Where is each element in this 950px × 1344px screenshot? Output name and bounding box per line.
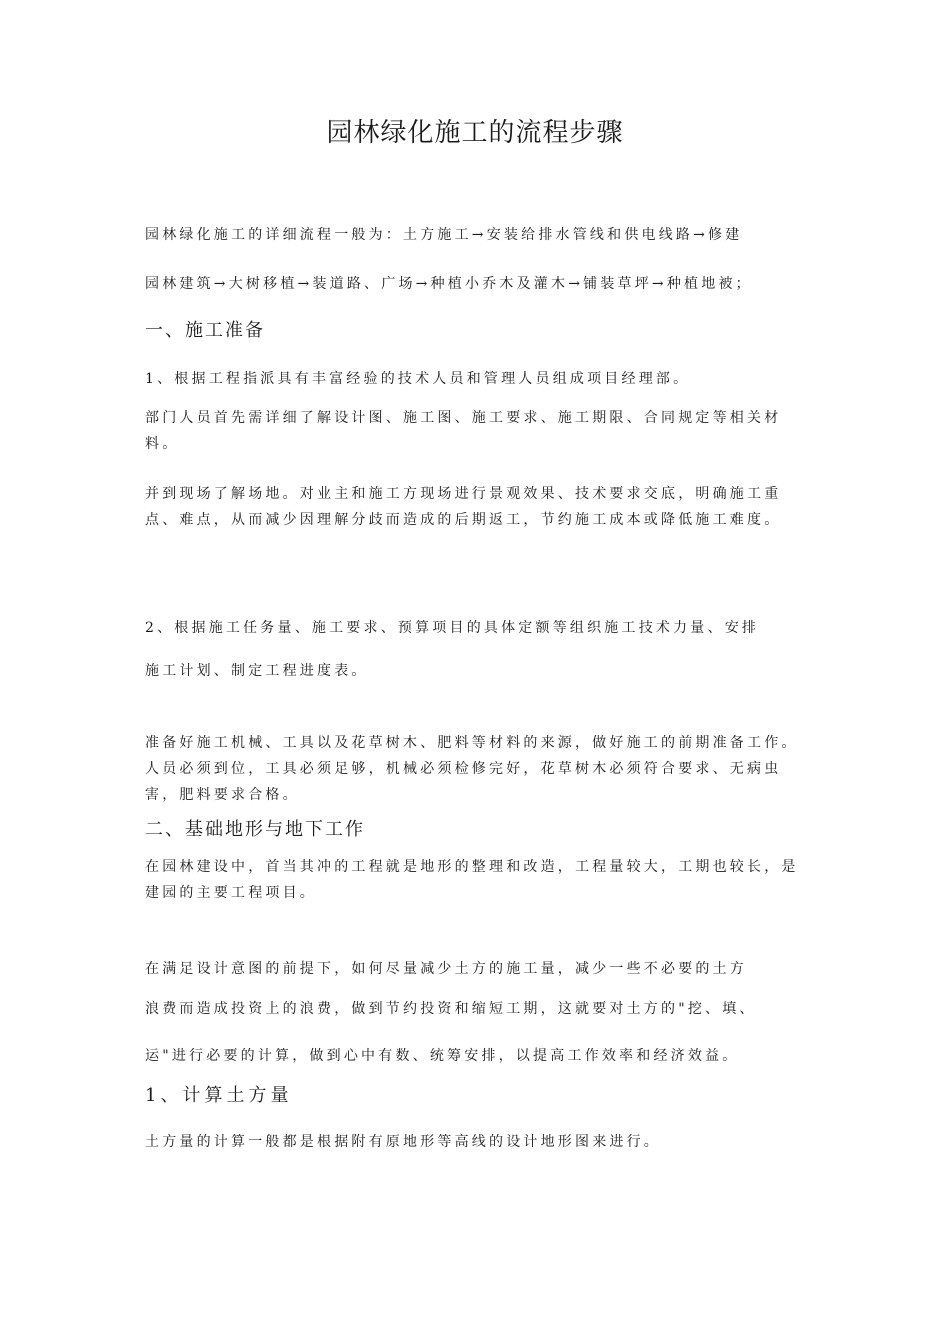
- prep-item-1: 1、根据工程指派具有丰富经验的技术人员和管理人员组成项目经理部。: [145, 371, 691, 387]
- section-heading-prep: 一、施工准备: [145, 320, 265, 341]
- section-heading-earthwork: 1、计算土方量: [145, 1085, 293, 1106]
- prep-item-2-line-2: 施工计划、制定工程进度表。: [145, 663, 369, 679]
- foundation-paragraph-1: 在园林建设中，首当其冲的工程就是地形的整理和改造，工程量较大，工期也较长，是建园的主要工程项目。: [145, 859, 799, 901]
- foundation-paragraph-2-line-3: 运"进行必要的计算，做到心中有数、统筹安排，以提高工作效率和经济效益。: [145, 1048, 740, 1064]
- prep-paragraph-2: 并到现场了解场地。对业主和施工方现场进行景观效果、技术要求交底，明确施工重点、难点，从而减少因理解分歧而造成的后期返工，节约施工成本或降低施工难度。: [145, 486, 782, 528]
- section-heading-foundation: 二、基础地形与地下工作: [145, 819, 365, 840]
- page-title: 园林绿化施工的流程步骤: [326, 118, 624, 148]
- prep-paragraph-3: 准备好施工机械、工具以及花草树木、肥料等材料的来源，做好施工的前期准备工作。人员必须到位，工具必须足够，机械必须检修完好，花草树木必须符合要求、无病虫害，肥料要求合格。: [145, 735, 799, 803]
- intro-line-1: 园林绿化施工的详细流程一般为：土方施工→安装给排水管线和供电线路→修建: [145, 227, 743, 243]
- prep-item-2-line-1: 2、根据施工任务量、施工要求、预算项目的具体定额等组织施工技术力量、安排: [145, 620, 760, 636]
- foundation-paragraph-2-line-2: 浪费而造成投资上的浪费，做到节约投资和缩短工期，这就要对土方的"挖、填、: [145, 1001, 757, 1017]
- foundation-paragraph-2-line-1: 在满足设计意图的前提下，如何尽量减少土方的施工量，减少一些不必要的土方: [145, 961, 747, 977]
- intro-line-2: 园林建筑→大树移植→装道路、广场→种植小乔木及灌木→铺装草坪→种植地被；: [145, 276, 753, 292]
- prep-paragraph-1: 部门人员首先需详细了解设计图、施工图、施工要求、施工期限、合同规定等相关材料。: [145, 410, 782, 452]
- earthwork-paragraph-1: 土方量的计算一般都是根据附有原地形等高线的设计地形图来进行。: [145, 1134, 661, 1150]
